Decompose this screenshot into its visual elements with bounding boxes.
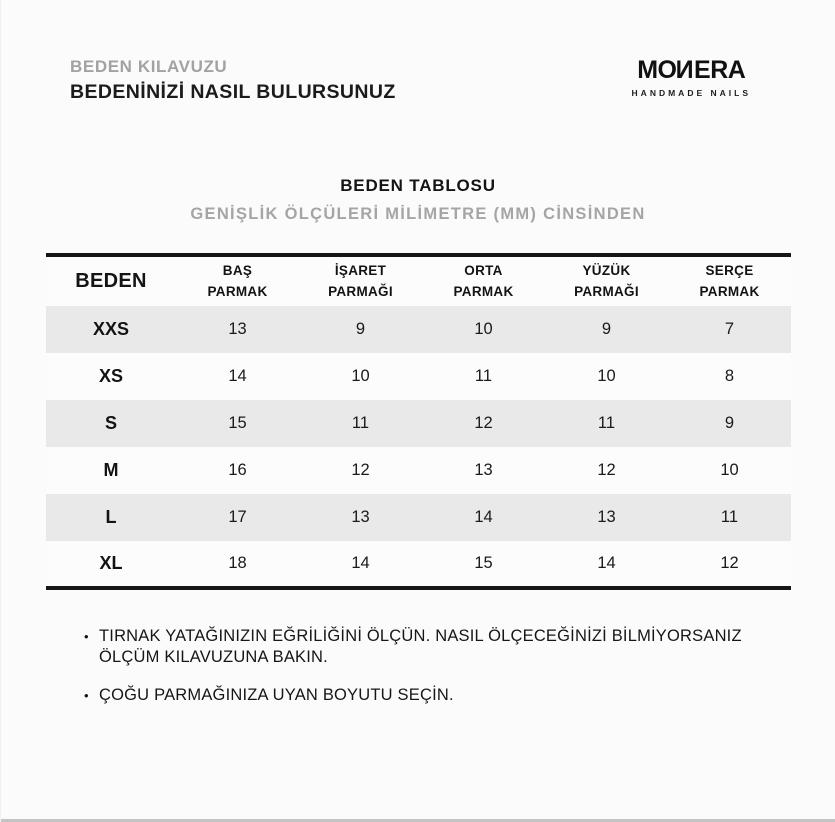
measurement-cell: 11 [474,367,493,385]
column-header-line: İŞARET [334,263,387,279]
size-label: XS [98,366,123,386]
column-header-line: PARMAĞI [328,283,393,299]
table-row-xxs [46,306,791,353]
column-header-pinky-finger [668,255,791,306]
note-text: ÇOĞU PARMAĞINIZA UYAN BOYUTU SEÇİN. [99,685,454,704]
measurement-cell: 14 [597,554,616,572]
measurement-cell: 15 [474,554,493,572]
measurement-cell: 13 [228,320,247,338]
column-header-line: PARMAK [207,283,268,299]
table-section-subtitle: GENİŞLİK ÖLÇÜLERİ MİLİMETRE (MM) CİNSİNDEN [190,205,646,223]
table-row-s [46,400,791,447]
header-titles [70,57,396,104]
measurement-cell: 14 [228,367,247,385]
column-header-index-finger [299,255,422,306]
measurement-cell: 11 [720,508,739,526]
page-title: BEDENİNİZİ NASIL BULURSUNUZ [70,81,396,103]
measurement-cell: 13 [474,461,493,479]
brand-logo [632,58,751,98]
column-header-line: YÜZÜK [582,263,631,279]
brand-name-reversed-n: N [676,56,695,84]
table-section-title: BEDEN TABLOSU [340,176,496,195]
size-chart-header [46,255,791,306]
measurement-cell: 13 [351,508,370,526]
measurement-cell: 18 [228,554,247,572]
measurement-cell: 8 [724,367,735,385]
measurement-cell: 14 [474,508,493,526]
usage-notes [84,626,754,722]
size-chart-body [46,306,791,588]
measurement-cell: 17 [228,508,247,526]
column-header-middle-finger [422,255,545,306]
brand-name-part: ERA [694,56,746,84]
measurement-cell: 9 [601,320,612,338]
measurement-cell: 7 [724,320,735,338]
size-label: S [104,413,117,433]
size-chart-table [46,253,791,590]
measurement-cell: 15 [228,414,247,432]
table-row-xl [46,541,791,588]
measurement-cell: 10 [474,320,493,338]
table-row-m [46,447,791,494]
note-item-choose-size [84,685,754,706]
table-row-xs [46,353,791,400]
column-header-line: PARMAK [453,283,514,299]
column-header-ring-finger [545,255,668,306]
size-label: XL [99,553,123,573]
guide-eyebrow: BEDEN KILAVUZU [70,57,228,76]
brand-name [632,58,751,83]
size-label: M [103,460,119,480]
measurement-cell: 13 [597,508,616,526]
header-row [46,255,791,306]
brand-name-part: MO [637,56,677,84]
measurement-cell: 12 [720,554,739,572]
bullet-dot-icon: • [84,687,89,703]
measurement-cell: 11 [351,414,370,432]
measurement-cell: 14 [351,554,370,572]
bullet-dot-icon: • [84,629,89,644]
note-text: TIRNAK YATAĞINIZIN EĞRİLİĞİNİ ÖLÇÜN. NASIL ÖLÇECEĞİNİZİ BİLMİYORSANIZ ÖLÇÜM KILAVUZUNA BAKIN. [99,627,742,667]
measurement-cell: 12 [597,461,616,479]
measurement-cell: 9 [724,414,735,432]
measurement-cell: 11 [597,414,616,432]
measurement-cell: 10 [720,461,739,479]
measurement-cell: 12 [474,414,493,432]
measurement-cell: 9 [355,320,366,338]
measurement-cell: 10 [597,367,616,385]
measurement-cell: 12 [351,461,370,479]
measurement-cell: 16 [228,461,247,479]
column-header-line: ORTA [464,263,503,279]
column-header-line: PARMAĞI [574,283,639,299]
column-header-line: PARMAK [699,283,760,299]
page-header [70,57,751,104]
brand-tagline: HANDMADE NAILS [631,88,751,98]
column-header-line: BAŞ [222,263,253,279]
column-header-line: SERÇE [705,263,754,279]
column-header-thumb [176,255,299,306]
size-label: XXS [92,319,130,339]
measurement-cell: 10 [351,367,370,385]
size-label: L [105,507,117,527]
column-header-size: BEDEN [75,270,147,292]
table-row-l [46,494,791,541]
note-item-measure-curvature [84,626,754,669]
